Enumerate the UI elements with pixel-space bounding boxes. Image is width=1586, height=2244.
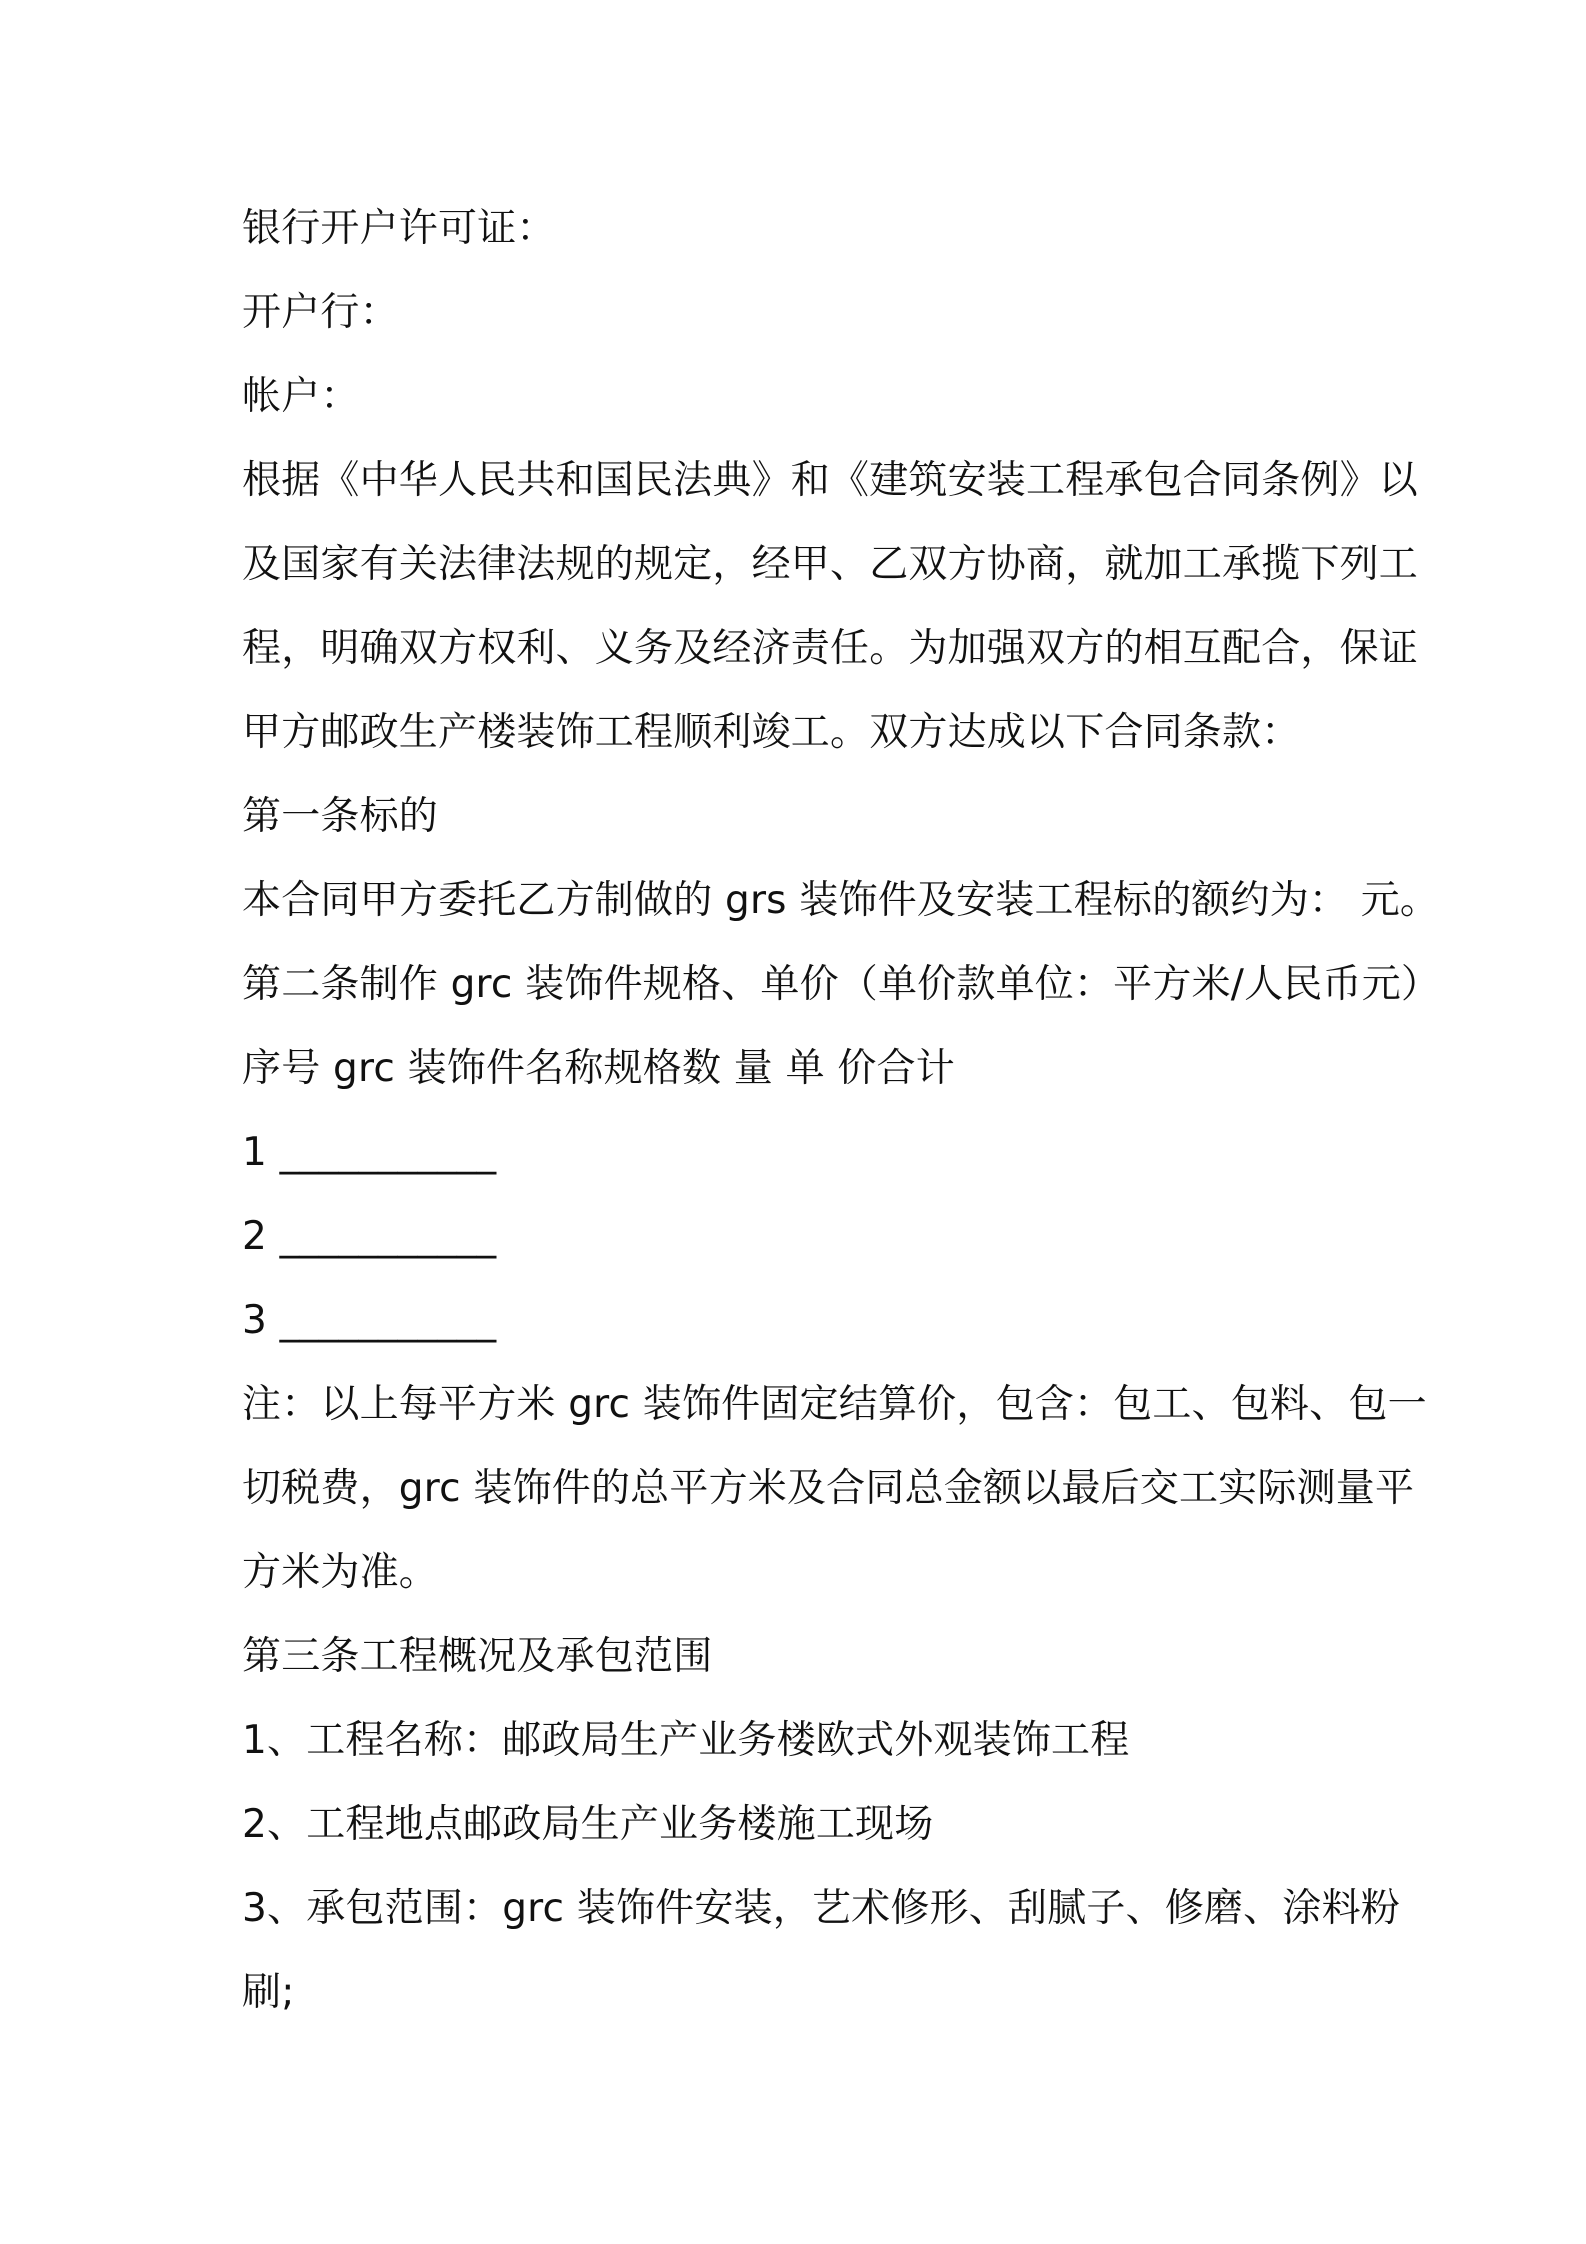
text-line-basis-4: 甲方邮政生产楼装饰工程顺利竣工。双方达成以下合同条款： <box>242 710 1301 755</box>
text-line-basis-3: 程，明确双方权利、义务及经济责任。为加强双方的相互配合，保证 <box>242 626 1419 671</box>
table-header-line: 序号 grc 装饰件名称规格数 量 单 价合计 <box>242 1046 955 1091</box>
text-line-bank-name: 开户行： <box>242 290 399 335</box>
table-row-3: 3 ___________ <box>242 1298 497 1343</box>
table-row-1: 1 ___________ <box>242 1130 497 1175</box>
text-line-account: 帐户： <box>242 374 360 419</box>
table-row-2: 2 ___________ <box>242 1214 497 1259</box>
text-line-note-1: 注：以上每平方米 grc 装饰件固定结算价，包含：包工、包料、包一 <box>242 1382 1427 1427</box>
text-line-scope-2: 刷; <box>242 1970 295 2015</box>
text-line-project-location: 2、工程地点邮政局生产业务楼施工现场 <box>242 1802 934 1847</box>
text-line-note-2: 切税费，grc 装饰件的总平方米及合同总金额以最后交工实际测量平 <box>242 1466 1415 1511</box>
text-line-project-name: 1、工程名称：邮政局生产业务楼欧式外观装饰工程 <box>242 1718 1130 1763</box>
text-line-basis-1: 根据《中华人民共和国民法典》和《建筑安装工程承包合同条例》以 <box>242 458 1419 503</box>
text-line-basis-2: 及国家有关法律法规的规定，经甲、乙双方协商，就加工承揽下列工 <box>242 542 1419 587</box>
text-line-article-1-body: 本合同甲方委托乙方制做的 grs 装饰件及安装工程标的额约为： 元。 <box>242 878 1440 923</box>
article-3-heading: 第三条工程概况及承包范围 <box>242 1634 713 1679</box>
article-1-heading: 第一条标的 <box>242 794 439 839</box>
article-2-heading: 第二条制作 grc 装饰件规格、单价（单价款单位：平方米/人民币元） <box>242 962 1441 1007</box>
text-line-note-3: 方米为准。 <box>242 1550 439 1595</box>
text-line-bank-permit: 银行开户许可证： <box>242 206 556 251</box>
text-line-scope-1: 3、承包范围：grc 装饰件安装，艺术修形、刮腻子、修磨、涂料粉 <box>242 1886 1400 1931</box>
